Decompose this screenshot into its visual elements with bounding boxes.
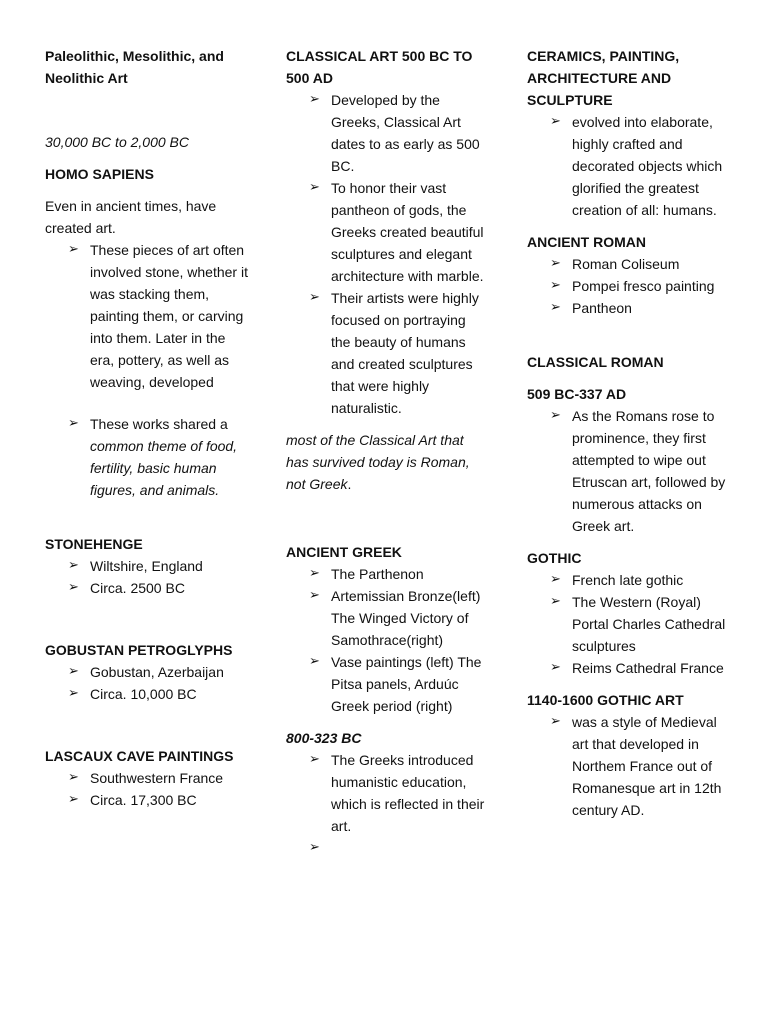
gothic-list xyxy=(527,569,727,679)
list-item: ➢ Pantheon xyxy=(572,297,727,319)
classical-bullet-list xyxy=(286,89,486,419)
list-item: ➢ Artemissian Bronze(left) The Winged Victory of Samothrace(right) xyxy=(331,585,486,651)
list-item: ➢ Reims Cathedral France xyxy=(572,657,727,679)
ancient-roman-list xyxy=(527,253,727,319)
ceramics-list xyxy=(527,111,727,221)
heading-gothic-art: 1140-1600 GOTHIC ART xyxy=(527,692,684,708)
lascaux-list xyxy=(45,767,250,811)
stonehenge-list xyxy=(45,555,250,599)
list-item: ➢ Developed by the Greeks, Classical Art dates to as early as 500 BC. xyxy=(331,89,486,177)
ancient-greek-list xyxy=(286,563,486,717)
list-item: ➢ To honor their vast pantheon of gods, the Greeks created beautiful sculptures and elegant architecture with marble. xyxy=(331,177,486,287)
list-item: ➢ Circa. 10,000 BC xyxy=(90,683,250,705)
column-roman-gothic xyxy=(527,45,727,821)
list-item: ➢ Southwestern France xyxy=(90,767,250,789)
list-item: ➢ As the Romans rose to prominence, they first attempted to wipe out Etruscan art, followed by numerous attacks on Greek art. xyxy=(572,405,727,537)
list-item: ➢ Circa. 17,300 BC xyxy=(90,789,250,811)
list-item: ➢ The Parthenon xyxy=(331,563,486,585)
list-item: ➢ Gobustan, Azerbaijan xyxy=(90,661,250,683)
classical-roman-list xyxy=(527,405,727,537)
heading-classical-roman: CLASSICAL ROMAN xyxy=(527,354,664,370)
list-item xyxy=(90,413,250,501)
list-item: ➢ Wiltshire, England xyxy=(90,555,250,577)
list-item: ➢ The Western (Royal) Portal Charles Cathedral sculptures xyxy=(572,591,727,657)
era-dates: 30,000 BC to 2,000 BC xyxy=(45,134,189,150)
bullet-text: These works shared a xyxy=(90,416,228,432)
greek-period-list xyxy=(286,749,486,859)
list-item: ➢ These pieces of art often involved stone, whether it was stacking them, painting them, or carving into them. Later in the era, pottery, as well as weaving, developed xyxy=(90,239,250,393)
classical-note xyxy=(286,429,486,495)
note-end: . xyxy=(347,476,352,492)
bullet-emphasis: common theme of food, fertility, basic human figures, and animals. xyxy=(90,438,238,498)
list-item: ➢ Their artists were highly focused on portraying the beauty of humans and created sculptures that were highly naturalistic. xyxy=(331,287,486,419)
prehistoric-bullet-list xyxy=(45,239,250,501)
heading-ancient-roman: ANCIENT ROMAN xyxy=(527,234,646,250)
heading-gobustan: GOBUSTAN PETROGLYPHS xyxy=(45,642,233,658)
heading-lascaux: LASCAUX CAVE PAINTINGS xyxy=(45,748,234,764)
column-prehistoric xyxy=(45,45,250,811)
section-title-ceramics: CERAMICS, PAINTING, ARCHITECTURE AND SCULPTURE xyxy=(527,48,680,108)
intro-text: Even in ancient times, have created art. xyxy=(45,198,217,236)
list-item: ➢ Roman Coliseum xyxy=(572,253,727,275)
list-item xyxy=(331,837,486,859)
section-title-classical: CLASSICAL ART 500 BC TO 500 AD xyxy=(286,48,473,86)
list-item: ➢ Pompei fresco painting xyxy=(572,275,727,297)
section-title-prehistoric: Paleolithic, Mesolithic, and Neolithic Art xyxy=(45,48,224,86)
gobustan-list xyxy=(45,661,250,705)
heading-ancient-greek: ANCIENT GREEK xyxy=(286,544,402,560)
column-classical xyxy=(286,45,486,859)
list-item: ➢ Circa. 2500 BC xyxy=(90,577,250,599)
gothic-art-list xyxy=(527,711,727,821)
list-item: ➢ The Greeks introduced humanistic education, which is reflected in their art. xyxy=(331,749,486,837)
heading-stonehenge: STONEHENGE xyxy=(45,536,143,552)
list-item: ➢ was a style of Medieval art that developed in Northem France out of Romanesque art in 12th century AD. xyxy=(572,711,727,821)
note-emphasis: most of the Classical Art that has survived today is Roman, not Greek xyxy=(286,432,470,492)
list-item: ➢ French late gothic xyxy=(572,569,727,591)
heading-homo-sapiens: HOMO SAPIENS xyxy=(45,166,154,182)
heading-gothic: GOTHIC xyxy=(527,550,582,566)
list-item: ➢ evolved into elaborate, highly crafted and decorated objects which glorified the greatest creation of all: humans. xyxy=(572,111,727,221)
heading-greek-period: 800-323 BC xyxy=(286,730,362,746)
list-item: ➢ Vase paintings (left) The Pitsa panels, Arduúc Greek period (right) xyxy=(331,651,486,717)
classical-roman-dates: 509 BC-337 AD xyxy=(527,386,627,402)
